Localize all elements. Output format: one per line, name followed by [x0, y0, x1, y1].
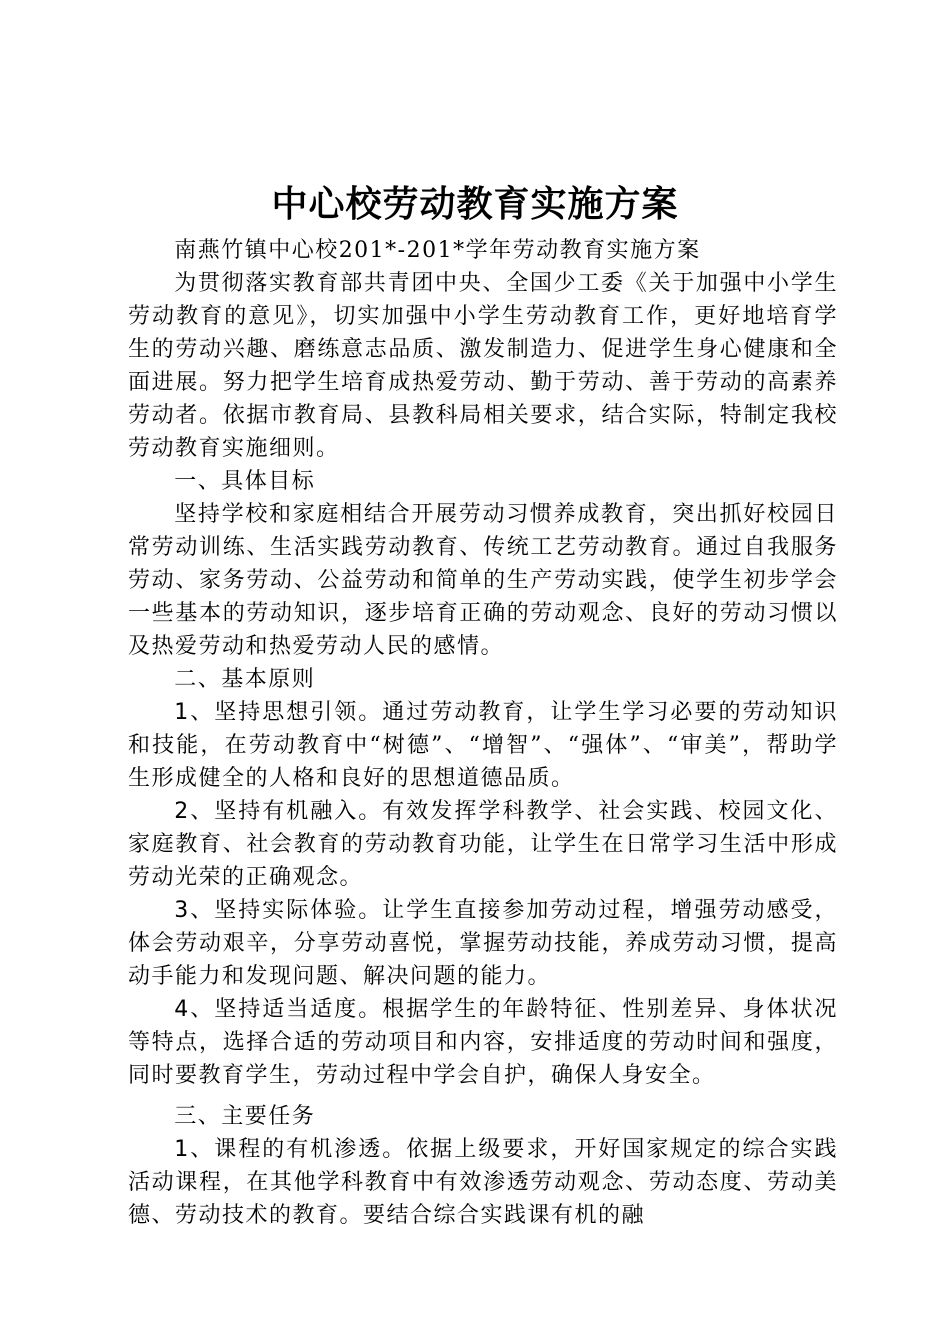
section-2-heading: 二、基本原则 — [174, 667, 316, 692]
document-subtitle: 南燕竹镇中心校201*-201*学年劳动教育实施方案 — [174, 238, 701, 263]
principle-2-lead: 2、坚持有机融入。 — [174, 799, 383, 824]
document-title: 中心校劳动教育实施方案 — [271, 183, 679, 225]
document-body — [128, 234, 838, 1232]
section-3-heading: 三、主要任务 — [174, 1104, 316, 1129]
principle-3-lead: 3、坚持实际体验。 — [174, 898, 383, 923]
principle-3-text: 让学生直接参加劳动过程，增强劳动感受，体会劳动艰辛，分享劳动喜悦，掌握劳动技能，养成劳动习惯，提高动手能力和发现问题、解决问题的能力。 — [128, 898, 838, 989]
principle-2-text: 有效发挥学科教学、社会实践、校园文化、家庭教育、社会教育的劳动教育功能，让学生在日常学习生活中形成劳动光荣的正确观念。 — [128, 799, 838, 890]
principle-1-text: 通过劳动教育，让学生学习必要的劳动知识和技能，在劳动教育中“树德”、“增智”、“强体”、“审美”，帮助学生形成健全的人格和良好的思想道德品质。 — [128, 700, 838, 791]
principle-4-text: 根据学生的年龄特征、性别差异、身体状况等特点，选择合适的劳动项目和内容，安排适度的劳动时间和强度，同时要教育学生，劳动过程中学会自护，确保人身安全。 — [128, 997, 838, 1088]
section-1-heading: 一、具体目标 — [174, 469, 316, 494]
principle-4-lead: 4、坚持适当适度。 — [174, 997, 383, 1022]
principle-1-paragraph — [128, 696, 838, 795]
principle-2-paragraph — [128, 795, 838, 894]
task-1-text: 依据上级要求，开好国家规定的综合实践活动课程，在其他学科教育中有效渗透劳动观念、劳动态度、劳动美德、劳动技术的教育。要结合综合实践课有机的融 — [128, 1137, 838, 1228]
task-1-paragraph — [128, 1133, 838, 1232]
section-1-paragraph: 坚持学校和家庭相结合开展劳动习惯养成教育，突出抓好校园日常劳动训练、生活实践劳动教育、传统工艺劳动教育。通过自我服务劳动、家务劳动、公益劳动和简单的生产劳动实践，使学生初步学会一些基本的劳动知识，逐步培育正确的劳动观念、良好的劳动习惯以及热爱劳动和热爱劳动人民的感情。 — [128, 502, 838, 659]
principle-3-paragraph — [128, 894, 838, 993]
task-1-lead: 1、课程的有机渗透。 — [174, 1137, 407, 1162]
principle-1-lead: 1、坚持思想引领。 — [174, 700, 383, 725]
intro-paragraph: 为贯彻落实教育部共青团中央、全国少工委《关于加强中小学生劳动教育的意见》，切实加强中小学生劳动教育工作，更好地培育学生的劳动兴趣、磨练意志品质、激发制造力、促进学生身心健康和全面进展。努力把学生培育成热爱劳动、勤于劳动、善于劳动的高素养劳动者。依据市教育局、县教科局相关要求，结合实际，特制定我校劳动教育实施细则。 — [128, 271, 838, 461]
principle-4-paragraph — [128, 993, 838, 1092]
